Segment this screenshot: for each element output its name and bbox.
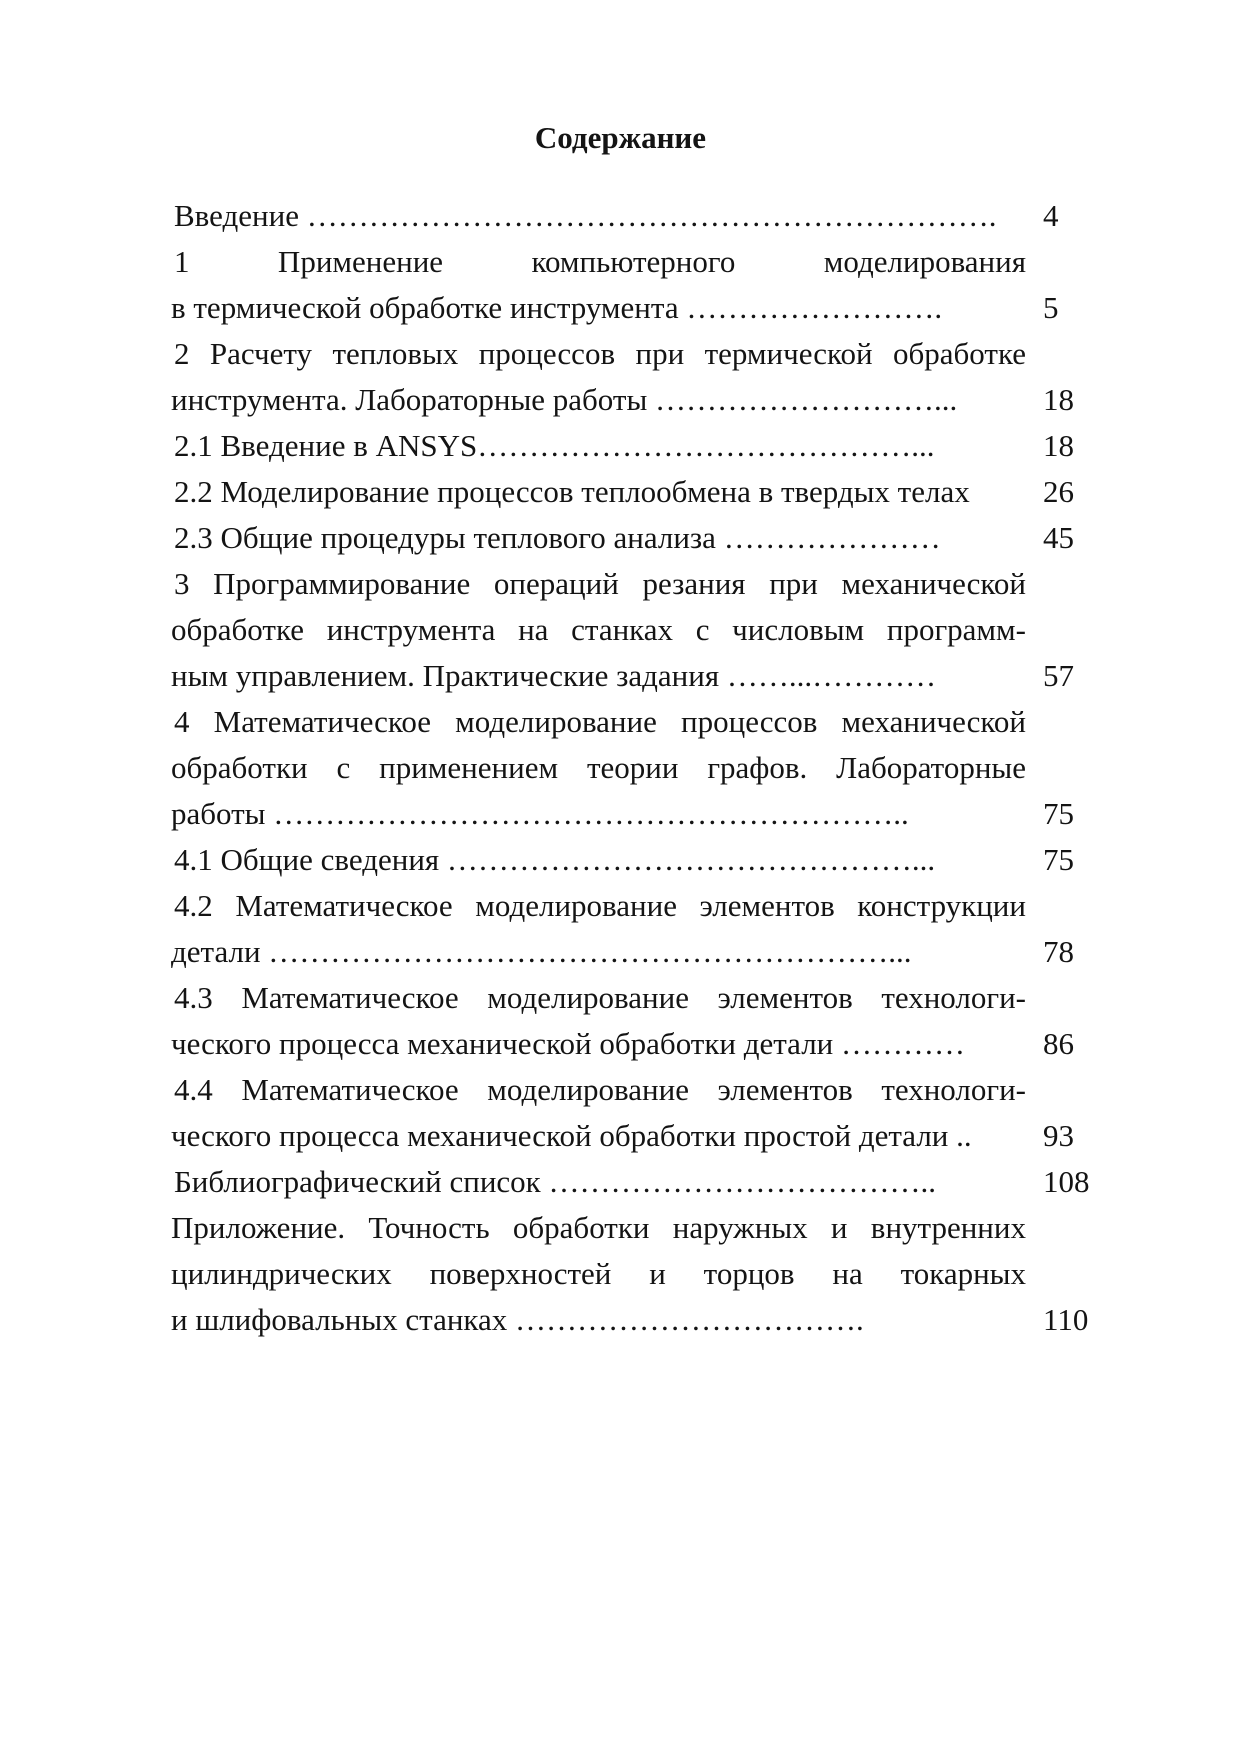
toc-entry-section-2-1 [171,423,1101,469]
toc-entry-text: и шлифовальных станках ……………………………. [171,1302,864,1337]
toc-entry-text: детали ……………………………………………………... [171,934,912,969]
toc-page-number: 93 [1043,1118,1074,1153]
toc-page-number: 4 [1043,198,1059,233]
toc-page-number: 18 [1043,428,1074,463]
toc-page-number: 57 [1043,658,1074,693]
toc-entry-section-4-2 [171,883,1101,975]
toc-entry-text: обработке инструмента на станках с числовым программ- [171,612,1026,647]
toc-entry-chapter-1 [171,239,1101,331]
table-of-contents [171,193,1101,1343]
toc-entry-section-4-1 [171,837,1101,883]
toc-entry-bibliography [171,1159,1101,1205]
toc-entry-introduction [171,193,1101,239]
page-title: Содержание [534,120,707,155]
toc-entry-section-2-2 [171,469,1101,515]
toc-entry-text: 2 Расчету тепловых процессов при термической обработке [174,336,1026,371]
toc-page-number: 5 [1043,290,1059,325]
toc-entry-text: цилиндрических поверхностей и торцов на токарных [171,1256,1026,1291]
toc-entry-text: 2.1 Введение в ANSYS……………………………………... [174,428,935,463]
toc-page-number: 18 [1043,382,1074,417]
toc-page-number: 110 [1043,1302,1089,1337]
toc-entry-text: 4.4 Математическое моделирование элементов технологи- [174,1072,1026,1107]
toc-page-number: 75 [1043,842,1074,877]
toc-page-number: 26 [1043,474,1074,509]
toc-entry-text: ческого процесса механической обработки простой детали .. [171,1118,972,1153]
toc-entry-section-4-3 [171,975,1101,1067]
toc-entry-text: в термической обработке инструмента ……………………. [171,290,943,325]
toc-entry-text: 2.3 Общие процедуры теплового анализа ………………… [174,520,941,555]
toc-entry-section-4-4 [171,1067,1101,1159]
toc-page-number: 45 [1043,520,1074,555]
toc-entry-text: Библиографический список ……………………………….. [174,1164,936,1199]
toc-entry-text: работы …………………………………………………….. [171,796,909,831]
toc-entry-text: 2.2 Моделирование процессов теплообмена в твердых телах [174,474,970,509]
toc-page-number: 108 [1043,1164,1090,1199]
toc-entry-text: обработки с применением теории графов. Лабораторные [171,750,1026,785]
toc-entry-text: ческого процесса механической обработки детали ………… [171,1026,966,1061]
toc-entry-chapter-3 [171,561,1101,699]
toc-entry-text: Введение …………………………………………………………. [174,198,997,233]
toc-entry-text: 4 Математическое моделирование процессов механической [174,704,1026,739]
toc-entry-text: 4.1 Общие сведения ………………………………………... [174,842,936,877]
toc-page-number: 86 [1043,1026,1074,1061]
toc-entry-section-2-3 [171,515,1101,561]
toc-entry-chapter-2 [171,331,1101,423]
toc-entry-text: инструмента. Лабораторные работы ………………………... [171,382,958,417]
toc-entry-appendix [171,1205,1101,1343]
toc-page-number: 78 [1043,934,1074,969]
toc-entry-text: 4.3 Математическое моделирование элементов технологи- [174,980,1026,1015]
toc-entry-text: 3 Программирование операций резания при механической [174,566,1026,601]
toc-entry-text: 4.2 Математическое моделирование элементов конструкции [174,888,1026,923]
toc-page-number: 75 [1043,796,1074,831]
toc-entry-text: Приложение. Точность обработки наружных и внутренних [171,1210,1026,1245]
toc-entry-text: ным управлением. Практические задания ……...………… [171,658,937,693]
toc-entry-text: 1 Применение компьютерного моделирования [174,244,1026,279]
toc-entry-chapter-4 [171,699,1101,837]
